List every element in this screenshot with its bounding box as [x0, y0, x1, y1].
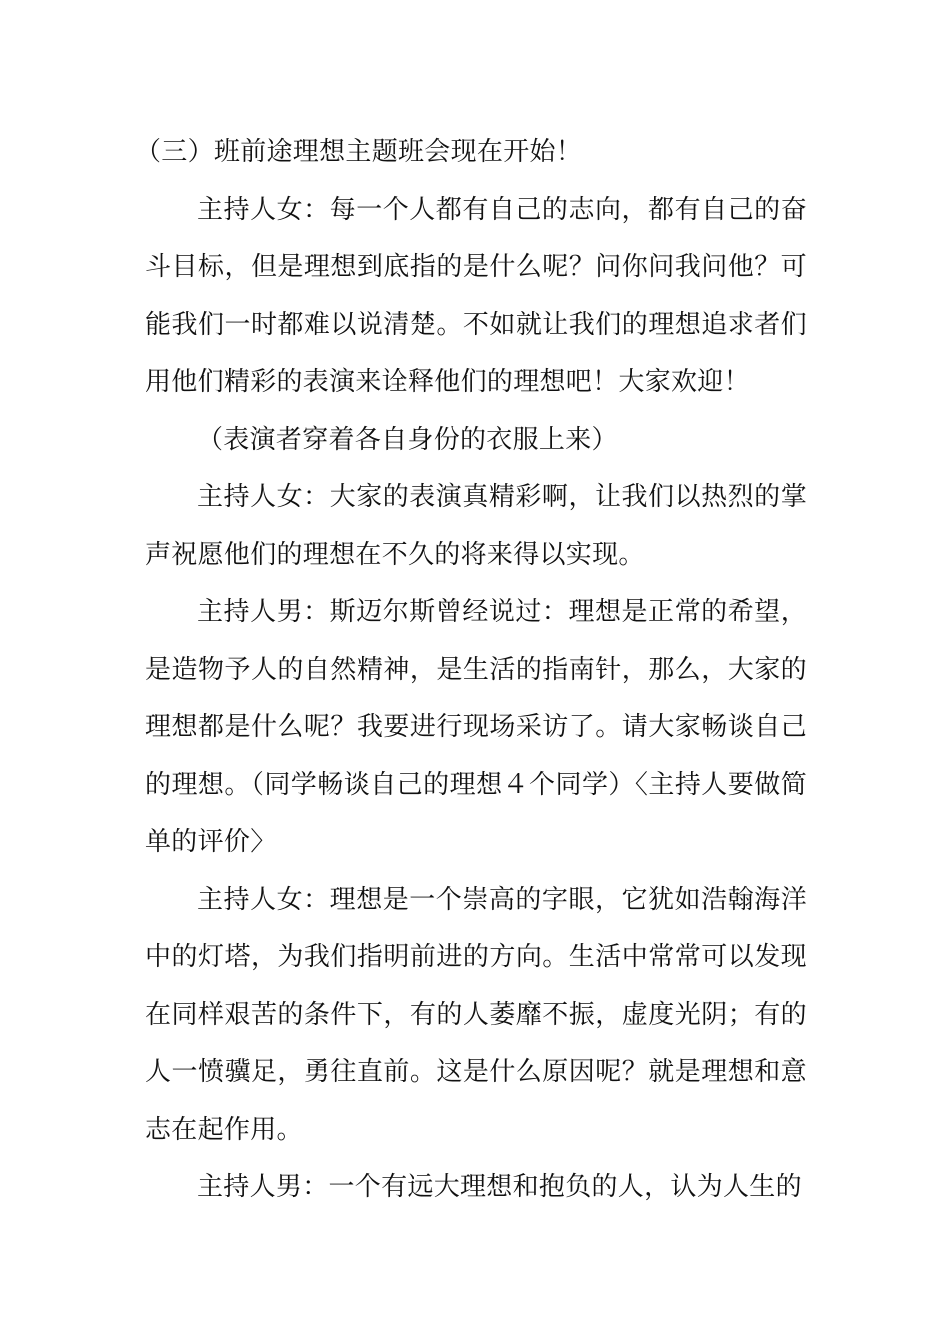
paragraph-host-male-ambition: 主持人男：一个有远大理想和抱负的人，认为人生的 [197, 1172, 802, 1202]
stage-direction: （表演者穿着各自身份的衣服上来） [197, 424, 618, 455]
document-body [135, 124, 807, 1217]
paragraph-host-female-intro: 主持人女：每一个人都有自己的志向，都有自己的奋斗目标，但是理想到底指的是什么呢？问你问我问他？可能我们一时都难以说清楚。不如就让我们的理想追求者们用他们精彩的表演来诠释他们的理想吧！大家欢迎！ [145, 194, 807, 397]
paragraph-host-male-interview: 主持人男：斯迈尔斯曾经说过：理想是正常的希望，是造物予人的自然精神，是生活的指南针，那么，大家的理想都是什么呢？我要进行现场采访了。请大家畅谈自己的理想。（同学畅谈自己的理想４个同学）〈主持人要做简单的评价〉 [145, 597, 807, 857]
section-heading: （三）班前途理想主题班会现在开始！ [135, 137, 583, 167]
paragraph-host-female-applause: 主持人女：大家的表演真精彩啊，让我们以热烈的掌声祝愿他们的理想在不久的将来得以实现。 [145, 482, 807, 570]
paragraph-host-female-lighthouse: 主持人女：理想是一个崇高的字眼，它犹如浩翰海洋中的灯塔，为我们指明前进的方向。生活中常常可以发现在同样艰苦的条件下，有的人萎靡不振，虚度光阴；有的人一愤骥足，勇往直前。这是什么原因呢？就是理想和意志在起作用。 [145, 884, 807, 1145]
